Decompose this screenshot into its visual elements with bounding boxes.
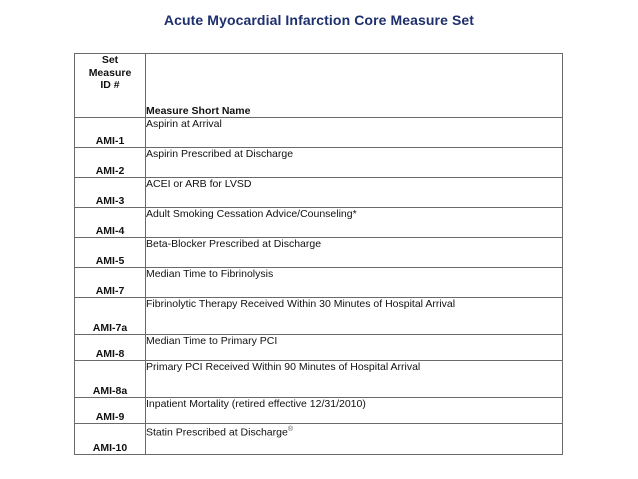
measure-table — [74, 53, 563, 455]
table-row — [75, 118, 563, 148]
table-row — [75, 335, 563, 361]
measure-id: AMI-1 — [75, 118, 146, 148]
table-row — [75, 298, 563, 335]
measure-name: Inpatient Mortality (retired effective 12/31/2010) — [146, 398, 563, 424]
table-row — [75, 208, 563, 238]
table-row — [75, 398, 563, 424]
measure-name: Median Time to Primary PCI — [146, 335, 563, 361]
measure-id: AMI-2 — [75, 148, 146, 178]
measure-name: Adult Smoking Cessation Advice/Counseling* — [146, 208, 563, 238]
measure-name: Fibrinolytic Therapy Received Within 30 Minutes of Hospital Arrival — [146, 298, 563, 335]
header-measure-name: Measure Short Name — [146, 54, 563, 118]
measure-name: Aspirin at Arrival — [146, 118, 563, 148]
table-row — [75, 268, 563, 298]
measure-name: Median Time to Fibrinolysis — [146, 268, 563, 298]
measure-name: Aspirin Prescribed at Discharge — [146, 148, 563, 178]
measure-id: AMI-5 — [75, 238, 146, 268]
measure-id: AMI-4 — [75, 208, 146, 238]
table-row — [75, 424, 563, 455]
table-header-row — [75, 54, 563, 118]
table-row — [75, 238, 563, 268]
document-title: Acute Myocardial Infarction Core Measure Set — [163, 12, 475, 28]
measure-id: AMI-7a — [75, 298, 146, 335]
header-measure-id — [75, 54, 146, 118]
measure-id: AMI-9 — [75, 398, 146, 424]
measure-id: AMI-8a — [75, 361, 146, 398]
header-id-line-2: Measure — [88, 66, 132, 79]
measure-id: AMI-8 — [75, 335, 146, 361]
table-row — [75, 148, 563, 178]
measure-name: Statin Prescribed at Discharge — [146, 426, 288, 439]
measure-name: Primary PCI Received Within 90 Minutes of Hospital Arrival — [146, 361, 563, 398]
measure-id: AMI-10 — [75, 424, 146, 455]
measure-name: Beta-Blocker Prescribed at Discharge — [146, 238, 563, 268]
header-id-line-3: ID # — [100, 79, 120, 91]
measure-name: ACEI or ARB for LVSD — [146, 178, 563, 208]
measure-id: AMI-7 — [75, 268, 146, 298]
registered-mark: ® — [287, 426, 293, 433]
header-id-line-1: Set — [101, 54, 119, 66]
table-row — [75, 361, 563, 398]
measure-name-cell — [146, 424, 563, 455]
measure-id: AMI-3 — [75, 178, 146, 208]
table-row — [75, 178, 563, 208]
